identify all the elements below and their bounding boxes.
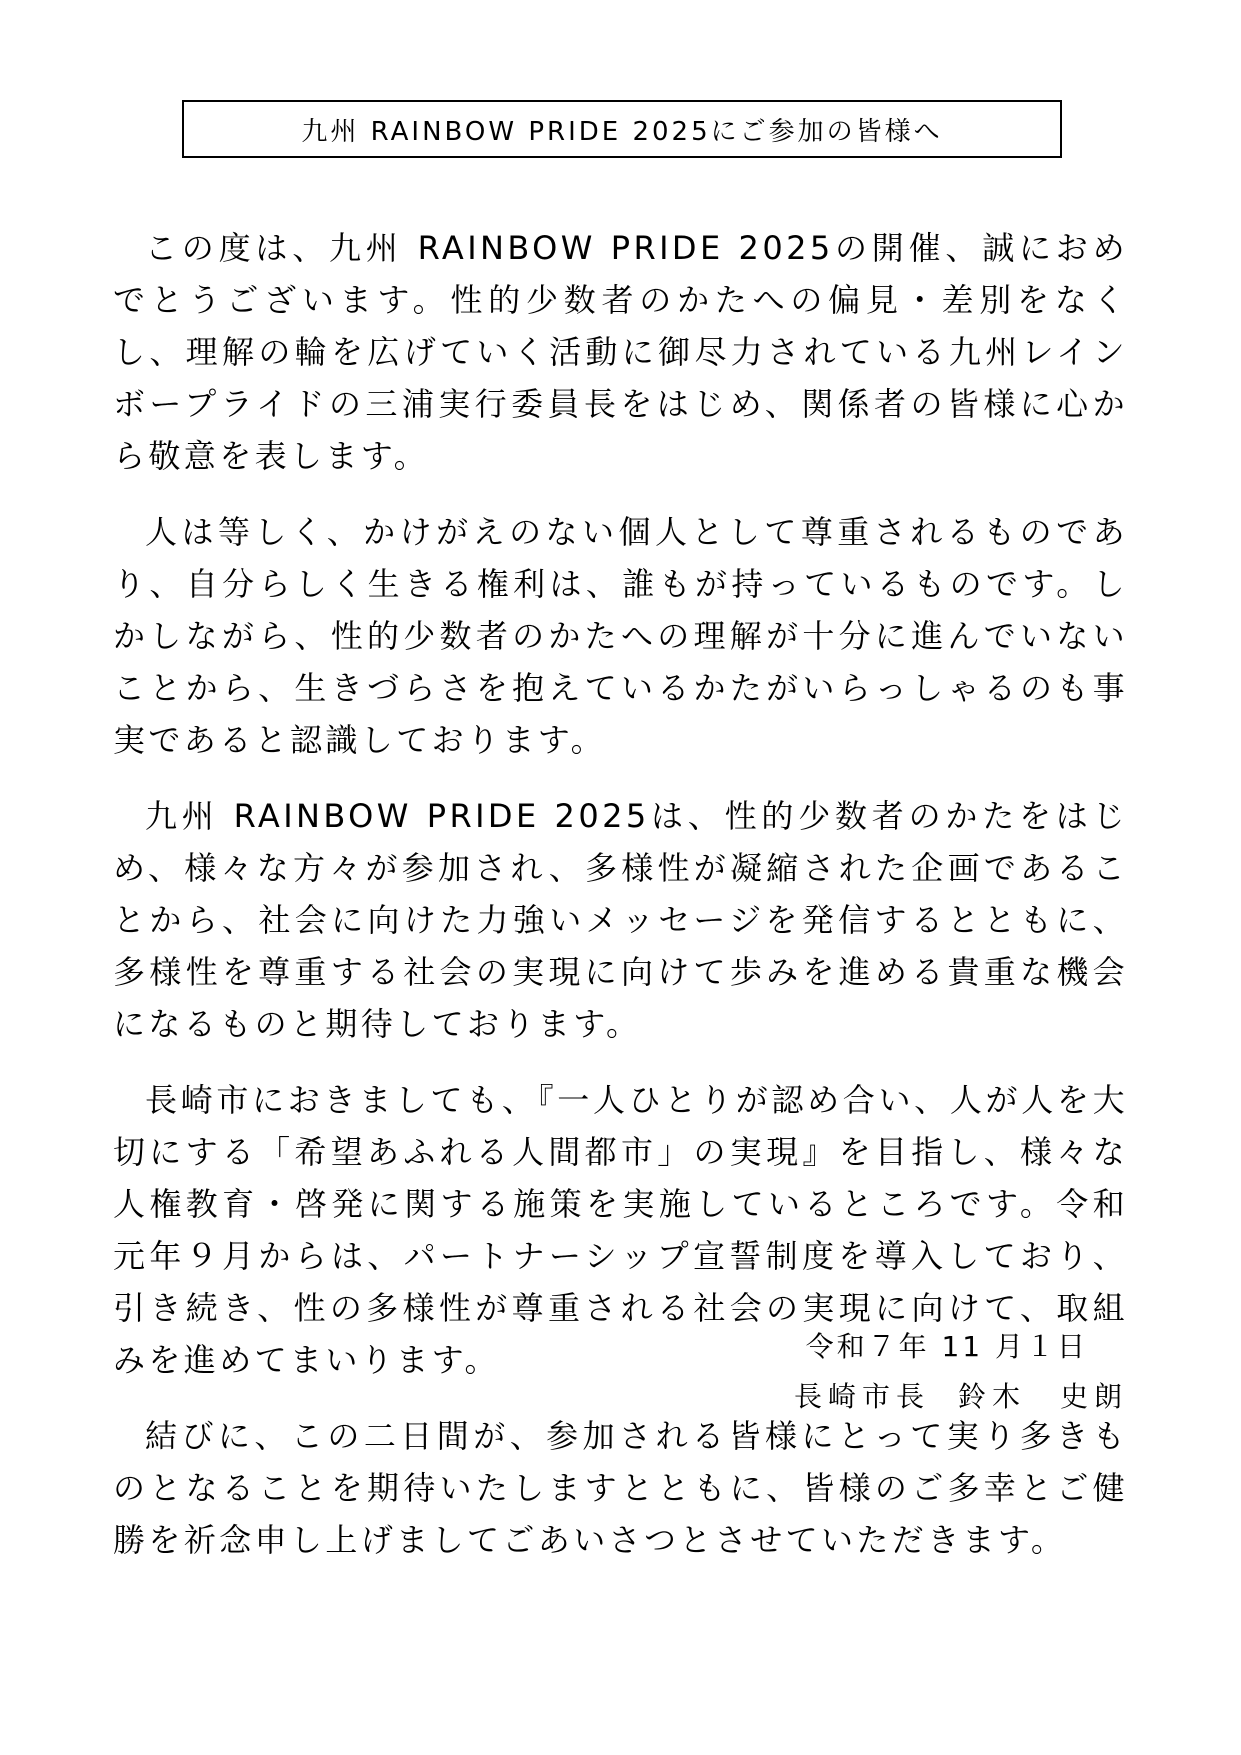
- paragraph-3: 九州 RAINBOW PRIDE 2025は、性的少数者のかたをはじめ、様々な方々が参加され、多様性が凝縮された企画であることから、社会に向けた力強いメッセージを発信するとともに、多様性を尊重する社会の実現に向けて歩みを進める貴重な機会になるものと期待しております。: [113, 797, 1128, 1043]
- signer-name: 鈴木 史朗: [957, 1380, 1128, 1413]
- paragraph-5: 結びに、この二日間が、参加される皆様にとって実り多きものとなることを期待いたしますとともに、皆様のご多幸とご健勝を祈念申し上げましてごあいさつとさせていただきます。: [113, 1417, 1128, 1559]
- paragraph-1: この度は、九州 RAINBOW PRIDE 2025の開催、誠におめでとうございます。性的少数者のかたへの偏見・差別をなくし、理解の輪を広げていく活動に御尽力されている九州レインボープライドの三浦実行委員長をはじめ、関係者の皆様に心から敬意を表します。: [113, 229, 1128, 475]
- paragraph-2: 人は等しく、かけがえのない個人として尊重されるものであり、自分らしく生きる権利は、誰もが持っているものです。しかしながら、性的少数者のかたへの理解が十分に進んでいないことから、生きづらさを抱えているかたがいらっしゃるのも事実であると認識しております。: [113, 513, 1128, 759]
- document-title-box: [182, 100, 1062, 158]
- letter-date: 令和７年 11 月１日: [805, 1330, 1088, 1363]
- signer-title: 長崎市長: [793, 1380, 930, 1413]
- document-title: 九州 RAINBOW PRIDE 2025にご参加の皆様へ: [301, 116, 943, 147]
- letter-closing: [794, 1322, 1128, 1422]
- signature-line: [794, 1372, 1128, 1422]
- paragraph-4: 長崎市におきましても、『一人ひとりが認め合い、人が人を大切にする「希望あふれる人間都市」の実現』を目指し、様々な人権教育・啓発に関する施策を実施しているところです。令和元年９月からは、パートナーシップ宣誓制度を導入しており、引き続き、性の多様性が尊重される社会の実現に向けて、取組みを進めてまいります。: [113, 1081, 1128, 1379]
